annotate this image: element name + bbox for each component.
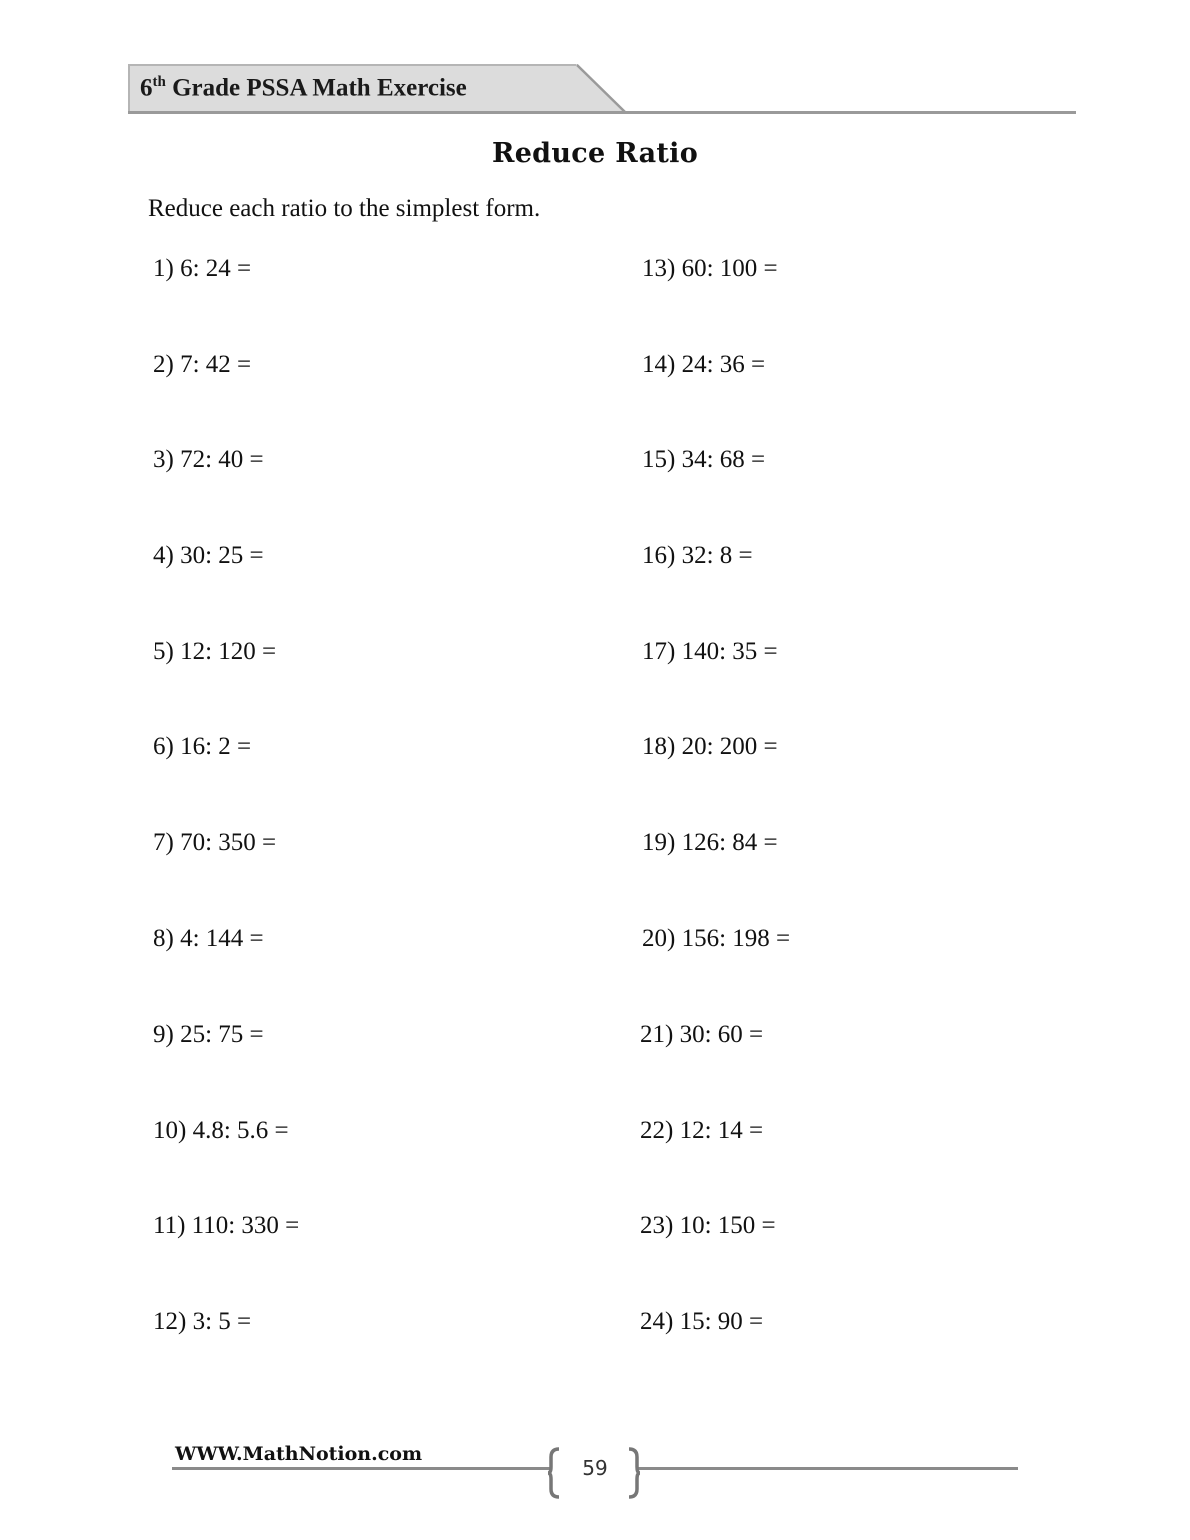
problem-2: 2) 7: 42 = bbox=[153, 351, 252, 378]
problem-23: 23) 10: 150 = bbox=[640, 1212, 776, 1239]
footer-website: WWW.MathNotion.com bbox=[175, 1443, 423, 1465]
header-rule bbox=[128, 111, 1076, 114]
header-title: 6th Grade PSSA Math Exercise bbox=[140, 74, 467, 102]
problem-22: 22) 12: 14 = bbox=[640, 1117, 764, 1144]
page-number: 59 bbox=[582, 1456, 608, 1480]
page-title: Reduce Ratio bbox=[491, 138, 699, 169]
problem-14: 14) 24: 36 = bbox=[642, 351, 766, 378]
problem-5: 5) 12: 120 = bbox=[153, 638, 277, 665]
problem-6: 6) 16: 2 = bbox=[153, 733, 252, 760]
problem-13: 13) 60: 100 = bbox=[642, 255, 778, 282]
problem-17: 17) 140: 35 = bbox=[642, 638, 778, 665]
problem-24: 24) 15: 90 = bbox=[640, 1308, 764, 1335]
problem-9: 9) 25: 75 = bbox=[153, 1021, 264, 1048]
problem-7: 7) 70: 350 = bbox=[153, 829, 277, 856]
left-brace-icon bbox=[547, 1447, 561, 1499]
instructions: Reduce each ratio to the simplest form. bbox=[148, 195, 541, 222]
problem-21: 21) 30: 60 = bbox=[640, 1021, 764, 1048]
problem-10: 10) 4.8: 5.6 = bbox=[153, 1117, 289, 1144]
problem-11: 11) 110: 330 = bbox=[153, 1212, 300, 1239]
problem-3: 3) 72: 40 = bbox=[153, 446, 264, 473]
problem-15: 15) 34: 68 = bbox=[642, 446, 766, 473]
problem-19: 19) 126: 84 = bbox=[642, 829, 778, 856]
problem-16: 16) 32: 8 = bbox=[642, 542, 753, 569]
header-tab-slant bbox=[576, 64, 626, 114]
problem-18: 18) 20: 200 = bbox=[642, 733, 778, 760]
footer-rule-left bbox=[172, 1467, 550, 1470]
problem-1: 1) 6: 24 = bbox=[153, 255, 252, 282]
problem-8: 8) 4: 144 = bbox=[153, 925, 264, 952]
problem-20: 20) 156: 198 = bbox=[642, 925, 791, 952]
footer-rule-right bbox=[638, 1467, 1018, 1470]
problem-12: 12) 3: 5 = bbox=[153, 1308, 252, 1335]
right-brace-icon bbox=[627, 1447, 641, 1499]
problem-4: 4) 30: 25 = bbox=[153, 542, 264, 569]
